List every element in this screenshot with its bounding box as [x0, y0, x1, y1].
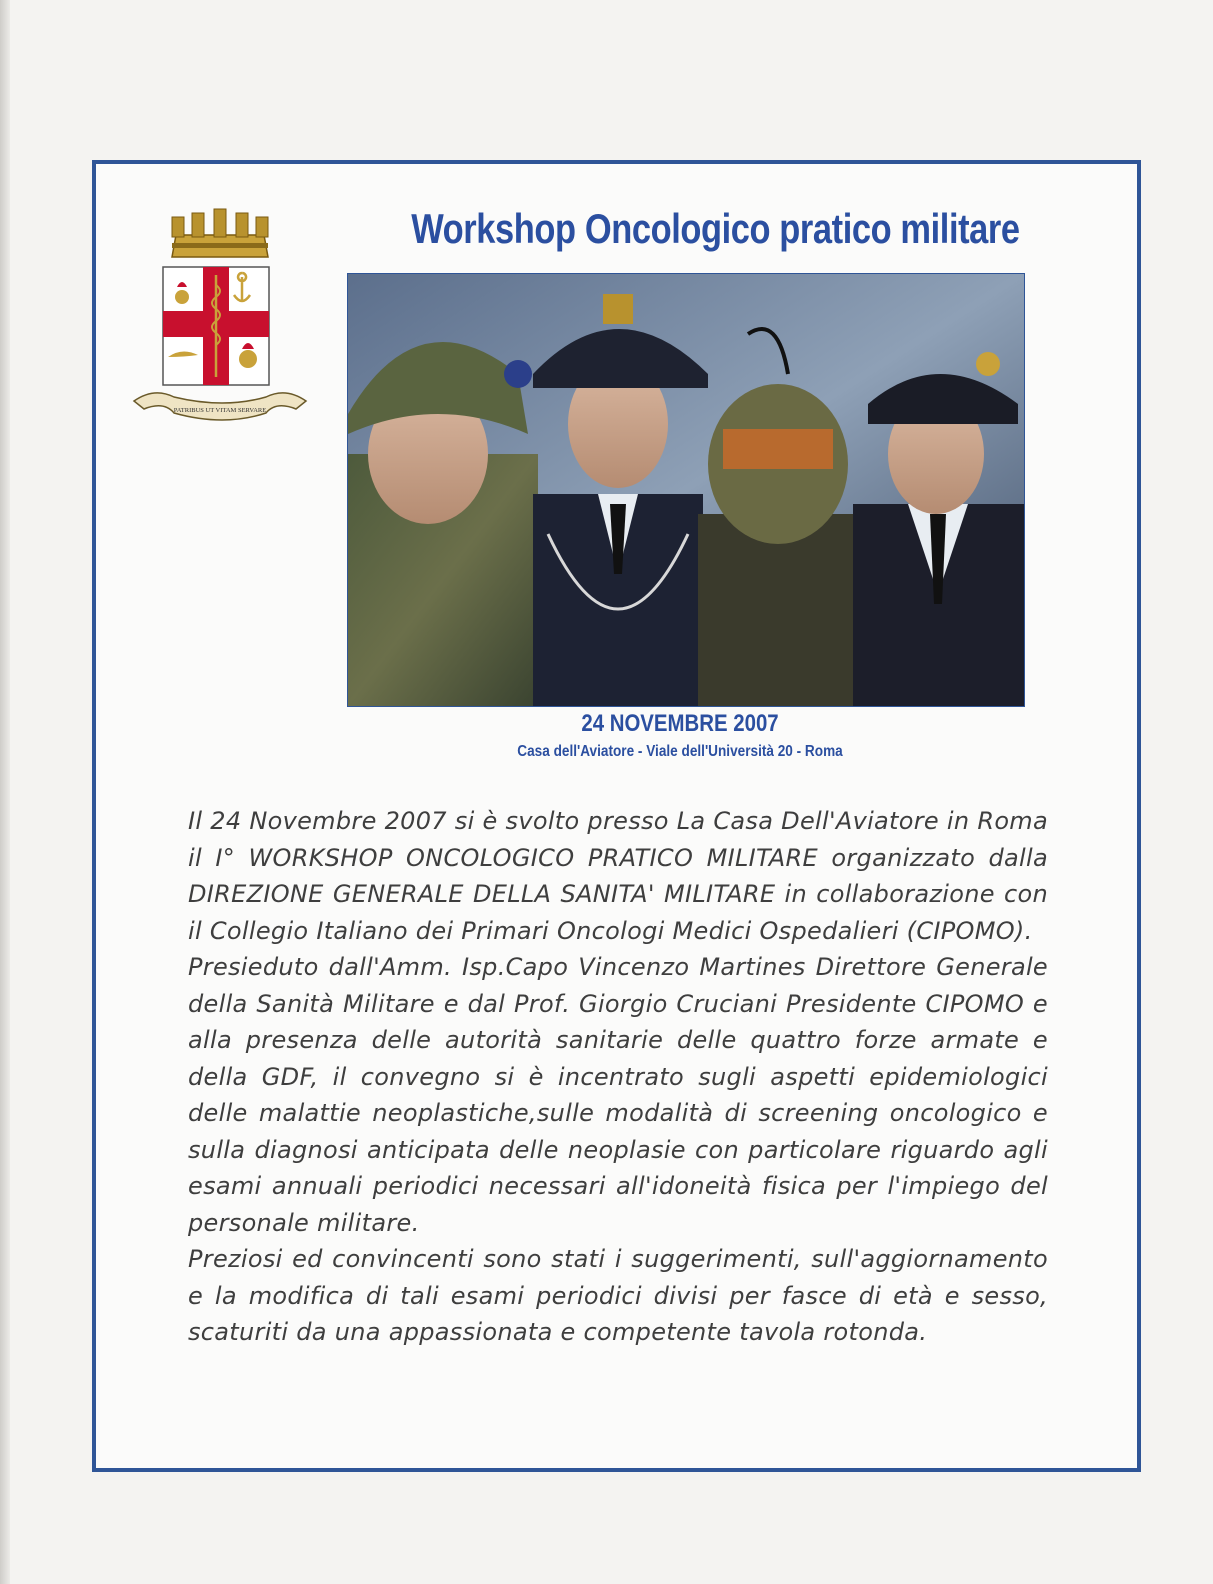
motto-ribbon-icon	[134, 393, 306, 420]
shield-icon	[163, 267, 269, 385]
article-body	[188, 803, 1048, 1351]
event-date: 24 NOVEMBRE 2007	[581, 710, 779, 737]
event-venue: Casa dell'Aviatore - Viale dell'Università 20 - Roma	[517, 743, 843, 760]
military-women-photo	[347, 273, 1025, 707]
motto-text: PATRIBUS UT VITAM SERVARE	[173, 407, 267, 414]
crown-icon	[172, 209, 268, 257]
photo-illustration-icon	[348, 274, 1024, 706]
paragraph-presidency: Presieduto dall'Amm. Isp.Capo Vincenzo Martines Direttore Generale della Sanità Militare e dal Prof. Giorgio Cruciani Presidente CIPOMO e alla presenza delle autorità sanitarie delle quattro forze armate e della GDF, il convegno si è incentrato sugli aspetti epidemiologici delle malattie neoplastiche,sulle modalità di screening oncologico e sulla diagnosi anticipata delle neoplasie con particolare riguardo agli esami annuali periodici necessari all'idoneità fisica per l'impiego del personale militare.	[188, 953, 1048, 1237]
page-edge	[0, 0, 10, 1584]
paragraph-intro: Il 24 Novembre 2007 si è svolto presso La Casa Dell'Aviatore in Roma il I° WORKSHOP ONCOLOGICO PRATICO MILITARE organizzato dalla DIREZIONE GENERALE DELLA SANITA' MILITARE in collaborazione con il Collegio Italiano dei Primari Oncologi Medici Ospedalieri (CIPOMO).	[188, 807, 1048, 945]
paragraph-suggestions: Preziosi ed convincenti sono stati i suggerimenti, sull'aggiornamento e la modifica di tali esami periodici divisi per fasce di età e sesso, scaturiti da una appassionata e competente tavola rotonda.	[188, 1245, 1048, 1346]
page-title: Workshop Oncologico pratico militare	[411, 205, 1020, 252]
military-health-emblem-icon	[130, 205, 310, 445]
